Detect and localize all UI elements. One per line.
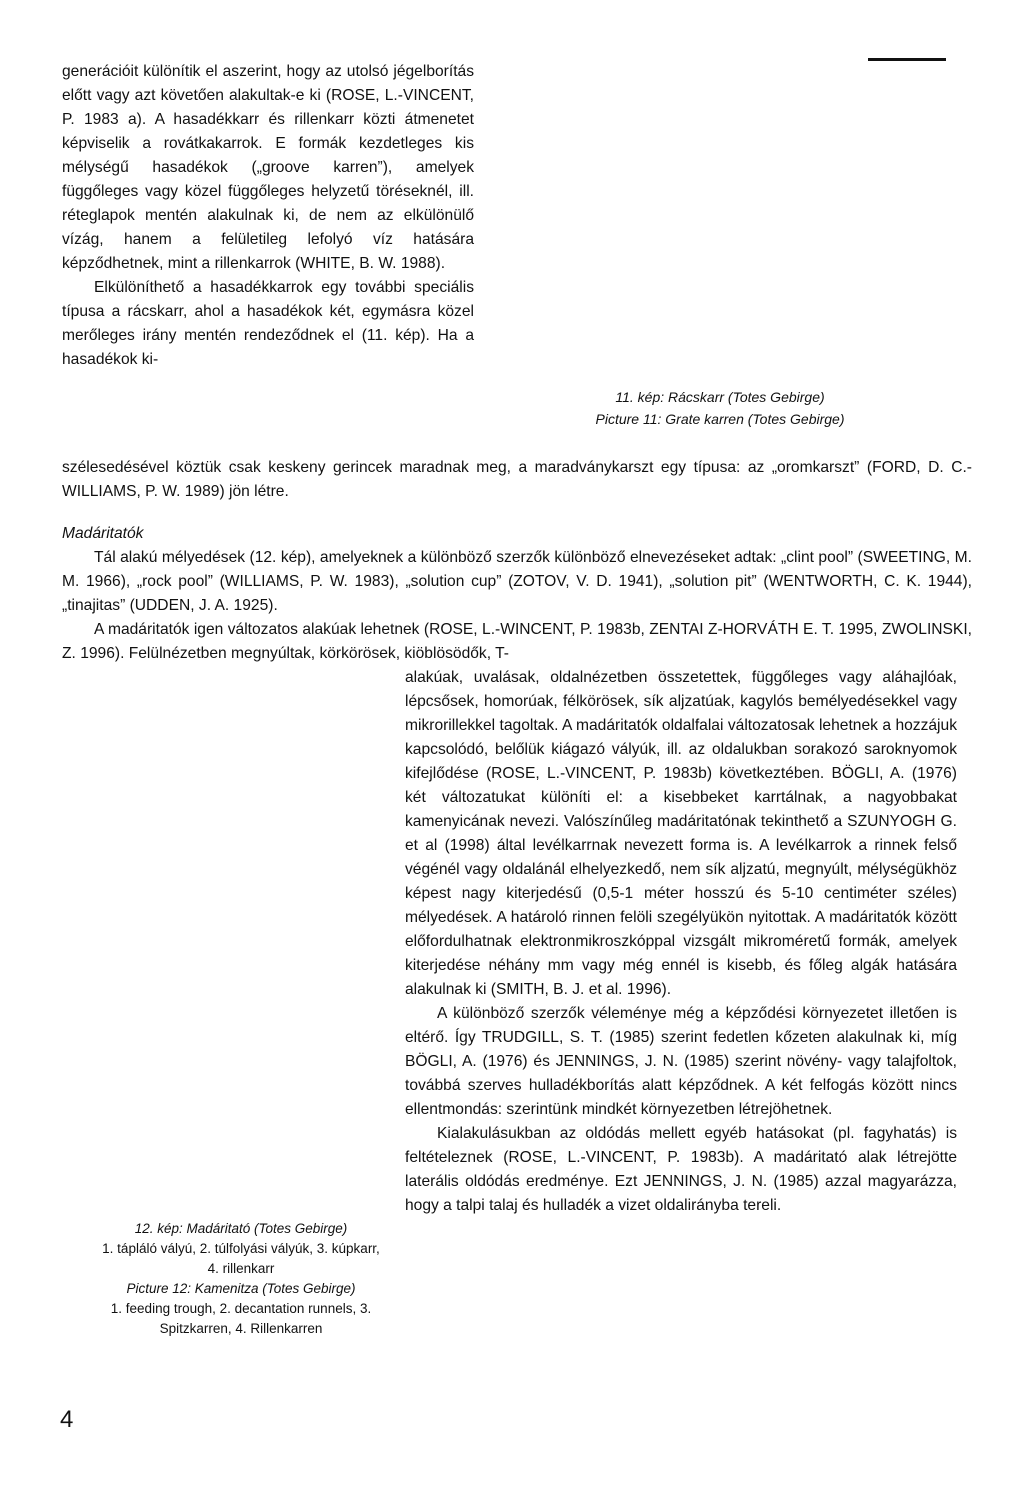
paragraph-shapes-continued: alakúak, uvalásak, oldalnézetben összetettek, függőleges vagy aláhajlóak, lépcsősek, homorúak, félkörösek, sík aljzatúak, kagylós bemélyedésekkel vagy mikrorillekkel tagoltak. A madáritatók oldalfalai változatosak lehetnek a hozzájuk kapcsolódó, belőlük kiágazó vályúk, ill. az oldalukban sorakozó saroknyomok kifejlődése (ROSE, L.-VINCENT, P. 1983b) következtében. BÖGLI, A. (1976) két változatukat különíti el: a kisebbeket karrtálnak, a nagyobbakat kamenyicának nevezi. Valószínűleg madáritatónak tekinthető a SZUNYOGH G. et al (1998) által levélkarrnak nevezett forma is. A levélkarrok a rinnek felső végénél vagy oldalánál elhelyezkedő, nem sík aljzatú, megnyúlt, mélységükhöz képest nagy kiterjedésű (0,5-1 méter hosszú és 5-10 centiméter széles) mélyedések. A határoló rinnen felöli szegélyükön nyitottak. A madáritatók között előfordulhatnak elektronmikroszkóppal vizsgált mikroméretű formák, amelyek kiterjedése néhány mm vagy még ennél is kisebb, és főleg algák hatására alakulnak ki (SMITH, B. J. et al. 1996). [405, 669, 957, 998]
figure-11-caption-en: Picture 11: Grate karren (Totes Gebirge) [595, 411, 845, 427]
section-intro [62, 546, 972, 666]
right-column [405, 666, 957, 1218]
figure-12-legend-en: 1. feeding trough, 2. decantation runnels, 3. Spitzkarren, 4. Rillenkarren [110, 1301, 372, 1336]
paragraph-names: Tál alakú mélyedések (12. kép), amelyeknek a különböző szerzők különböző elnevezéseket adtak: „clint pool” (SWEETING, M. M. 1966), „rock pool” (WILLIAMS, P. W. 1983), „solution cup” (ZOTOV, V. D. 1941), „solution pit” (WENTWORTH, C. K. 1944), „tinajitas” (UDDEN, J. A. 1925). [62, 549, 972, 614]
figure-11-caption [545, 386, 895, 430]
figure-12-title-hu: 12. kép: Madáritató (Totes Gebirge) [134, 1221, 348, 1236]
figure-12-caption [100, 1219, 382, 1339]
figure-12-title-en: Picture 12: Kamenitza (Totes Gebirge) [126, 1281, 356, 1296]
figure-11-caption-hu: 11. kép: Rácskarr (Totes Gebirge) [615, 389, 825, 405]
figure-12-legend-hu: 1. tápláló vályú, 2. túlfolyási vályúk, 3. kúpkarr, 4. rillenkarr [102, 1241, 380, 1276]
paragraph-groove-karren: generációit különítik el aszerint, hogy az utolsó jégelborítás előtt vagy azt követően alakultak-e ki (ROSE, L.-VINCENT, P. 1983 a). A hasadékkarr és rillenkarr közti átmenetet képviselik a rovátkakarrok. E formák kezdetleges kis mélységű hasadékok („groove karren”), amelyek függőleges vagy közel függőleges helyzetű töréseknél, ill. réteglapok mentén alakulnak ki, de nem az elkülönülő vízág, hanem a felületileg lefolyó víz hatására képződhetnek, mint a rillenkarrok (WHITE, B. W. 1988). [62, 63, 474, 272]
paragraph-oromkarszt: szélesedésével köztük csak keskeny gerincek maradnak meg, a maradványkarszt egy típusa: az „oromkarszt” (FORD, D. C.-WILLIAMS, P. W. 1989) jön létre. [62, 459, 972, 500]
top-rule [868, 58, 946, 61]
page-number: 4 [60, 1406, 74, 1433]
paragraph-shapes-start: A madáritatók igen változatos alakúak lehetnek (ROSE, L.-WINCENT, P. 1983b, ZENTAI Z-HORVÁTH E. T. 1995, ZWOLINSKI, Z. 1996). Felülnézetben megnyúltak, körkörösek, kiöblösödők, T- [62, 621, 972, 662]
paragraph-environment: A különböző szerzők véleménye még a képződési környezetet illetően is eltérő. Így TRUDGILL, S. T. (1985) szerint fedetlen kőzeten alakulnak ki, míg BÖGLI, A. (1976) és JENNINGS, J. N. (1985) szerint növény- vagy talajfoltok, továbbá szerves hulladékborítás alatt képződnek. A két felfogás között nincs ellentmondás: szerintünk mindkét környezetben létrejöhetnek. [405, 1005, 957, 1118]
paragraph-formation: Kialakulásukban az oldódás mellett egyéb hatásokat (pl. fagyhatás) is feltételeznek (ROSE, L.-VINCENT, P. 1983b). A madáritató alak létrejötte laterális oldódás eredménye. Ezt JENNINGS, J. N. (1985) azzal magyarázza, hogy a talpi talaj és hulladék a vizet oldalirányba tereli. [405, 1125, 957, 1214]
left-column [62, 60, 474, 372]
section-heading: Madáritatók [62, 525, 144, 542]
paragraph-racskarr: Elkülöníthető a hasadékkarrok egy további speciális típusa a rácskarr, ahol a hasadékok két, egymásra közel merőleges irány mentén rendeződnek el (11. kép). Ha a hasadékok ki- [62, 279, 474, 368]
